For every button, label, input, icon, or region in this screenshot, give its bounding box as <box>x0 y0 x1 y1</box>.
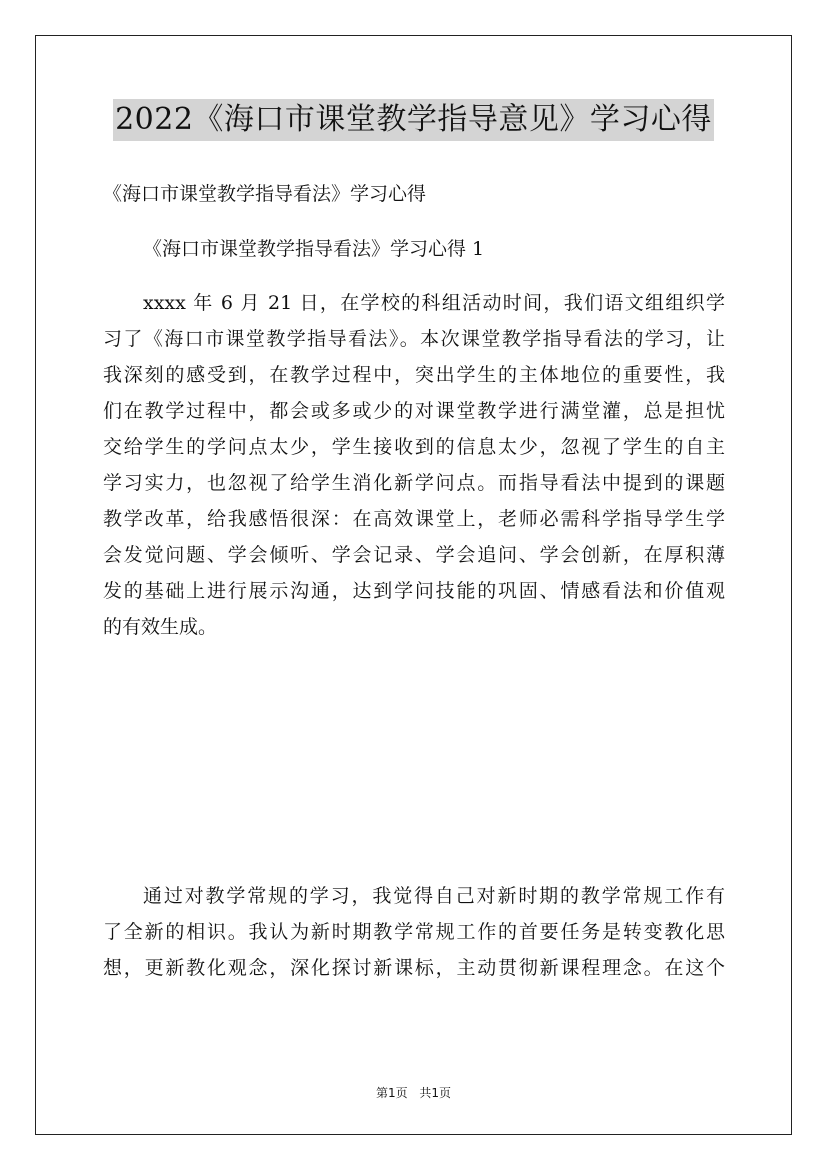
page-number: 第1页 <box>375 1086 408 1100</box>
paragraph-line: 交给学生的学问点太少，学生接收到的信息太少，忽视了学生的自主 <box>103 436 725 458</box>
paragraph-line: 们在教学过程中，都会或多或少的对课堂教学进行满堂灌，总是担忧 <box>103 400 725 422</box>
section-heading: 《海口市课堂教学指导看法》学习心得 1 <box>143 238 485 260</box>
document-title <box>0 99 827 141</box>
paragraph-line: xxxx 年 6 月 21 日，在学校的科组活动时间，我们语文组组织学 <box>143 292 725 314</box>
paragraph-line: 教学改革，给我感悟很深：在高效课堂上，老师必需科学指导学生学 <box>103 508 725 530</box>
page-footer <box>0 1084 827 1102</box>
paragraph-line: 学习实力，也忽视了给学生消化新学问点。而指导看法中提到的课题 <box>103 472 725 494</box>
paragraph-line: 了全新的相识。我认为新时期教学常规工作的首要任务是转变教化思 <box>103 921 725 943</box>
paragraph-2 <box>103 878 725 986</box>
page-total: 共1页 <box>419 1086 452 1100</box>
document-subtitle: 《海口市课堂教学指导看法》学习心得 <box>103 183 427 205</box>
document-title-text: 2022《海口市课堂教学指导意见》学习心得 <box>113 99 714 141</box>
paragraph-line: 会发觉问题、学会倾听、学会记录、学会追问、学会创新，在厚积薄 <box>103 544 725 566</box>
paragraph-line: 发的基础上进行展示沟通，达到学问技能的巩固、情感看法和价值观 <box>103 580 725 602</box>
paragraph-line: 我深刻的感受到，在教学过程中，突出学生的主体地位的重要性，我 <box>103 364 725 386</box>
paragraph-1 <box>103 285 725 645</box>
paragraph-line: 的有效生成。 <box>103 616 218 638</box>
paragraph-line: 想，更新教化观念，深化探讨新课标，主动贯彻新课程理念。在这个 <box>103 957 725 979</box>
paragraph-line: 习了《海口市课堂教学指导看法》。本次课堂教学指导看法的学习，让 <box>103 328 725 350</box>
paragraph-line: 通过对教学常规的学习，我觉得自己对新时期的教学常规工作有 <box>143 885 725 907</box>
